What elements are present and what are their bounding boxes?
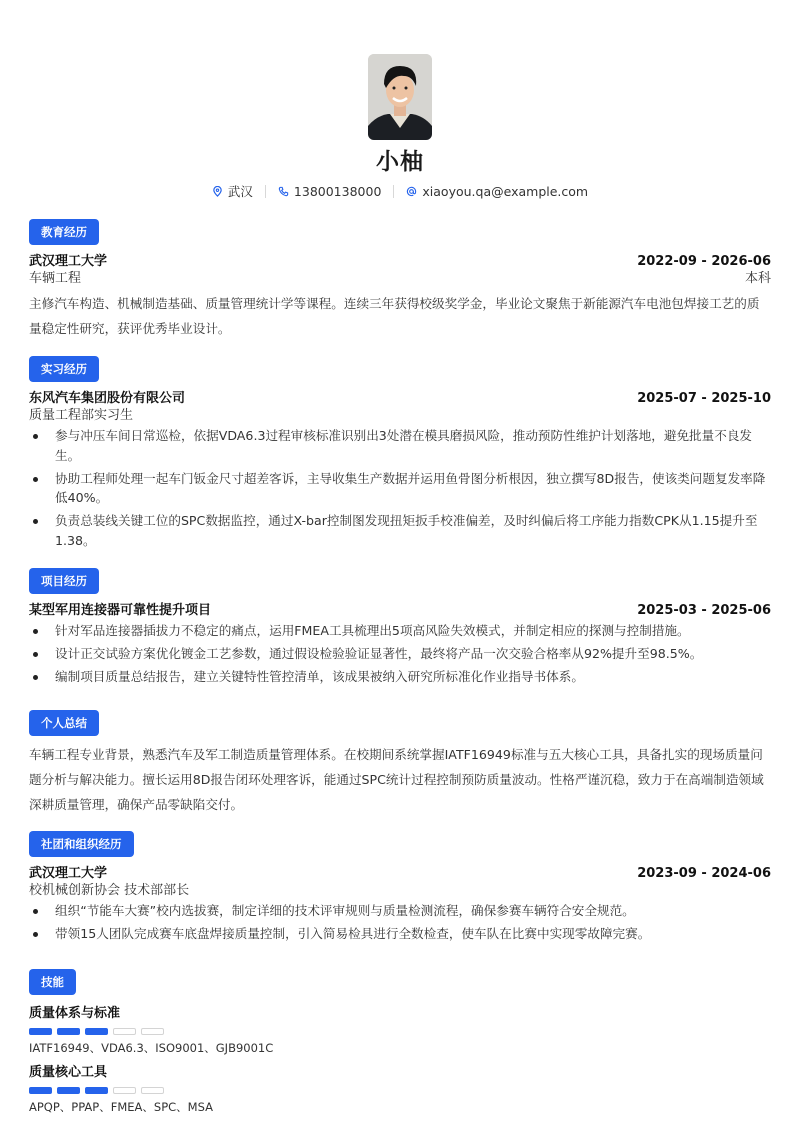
contact-location <box>212 182 253 200</box>
degree: 本科 <box>744 271 771 286</box>
phone-icon <box>278 186 289 197</box>
resume-header <box>29 0 771 200</box>
skill-level-bar <box>29 1028 771 1035</box>
club-org: 武汉理工大学 <box>29 866 108 881</box>
internship-bullets <box>29 426 771 550</box>
level-empty <box>113 1087 136 1094</box>
skill-item <box>29 1064 771 1115</box>
section-tag-clubs: 社团和组织经历 <box>29 831 134 857</box>
level-empty <box>141 1028 164 1035</box>
skill-title: 质量体系与标准 <box>29 1006 121 1021</box>
email-text[interactable]: xiaoyou.qa@example.com <box>422 183 589 199</box>
section-tag-summary: 个人总结 <box>29 710 99 736</box>
project-bullets <box>29 621 771 687</box>
divider <box>393 185 394 198</box>
skill-desc: APQP、PPAP、FMEA、SPC、MSA <box>29 1100 213 1114</box>
level-filled <box>29 1087 52 1094</box>
club-date: 2023-09 - 2024-06 <box>637 866 771 881</box>
education-date: 2022-09 - 2026-06 <box>637 254 771 269</box>
avatar <box>368 54 432 140</box>
internship-date: 2025-07 - 2025-10 <box>637 391 771 406</box>
section-internship <box>29 356 771 554</box>
skill-title: 质量核心工具 <box>29 1065 108 1080</box>
summary-text: 车辆工程专业背景，熟悉汽车及军工制造质量管理体系。在校期间系统掌握IATF16949标准与五大核心工具，具备扎实的现场质量问题分析与解决能力。擅长运用8D报告闭环处理客诉，能通过SPC统计过程控制预防质量波动。性格严谨沉稳，致力于在高端制造领域深耕质量管理，确保产品零缺陷交付。 <box>29 747 764 812</box>
section-project <box>29 568 771 690</box>
internship-role: 质量工程部实习生 <box>29 408 134 423</box>
contact-phone <box>278 184 381 199</box>
education-header-row <box>29 253 771 270</box>
company-name: 东风汽车集团股份有限公司 <box>29 391 186 406</box>
level-empty <box>141 1087 164 1094</box>
divider <box>265 185 266 198</box>
map-pin-icon <box>212 186 223 197</box>
section-tag-internship: 实习经历 <box>29 356 99 382</box>
list-item: 针对军品连接器插拔力不稳定的痛点，运用FMEA工具梳理出5项高风险失效模式，并制定相应的探测与控制措施。 <box>29 621 771 641</box>
level-filled <box>29 1028 52 1035</box>
list-item: 参与冲压车间日常巡检，依据VDA6.3过程审核标准识别出3处潜在模具磨损风险，推动预防性维护计划落地，避免批量不良发生。 <box>29 426 771 465</box>
section-tag-education: 教育经历 <box>29 219 99 245</box>
level-empty <box>113 1028 136 1035</box>
list-item: 带领15人团队完成赛车底盘焊接质量控制，引入简易检具进行全数检查，使车队在比赛中实现零故障完赛。 <box>29 924 771 944</box>
education-sub-row <box>29 270 771 287</box>
skill-item <box>29 1005 771 1056</box>
candidate-name: 小柚 <box>376 149 424 175</box>
list-item: 设计正交试验方案优化镀金工艺参数，通过假设检验验证显著性，最终将产品一次交验合格率从92%提升至98.5%。 <box>29 644 771 664</box>
list-item: 编制项目质量总结报告，建立关键特性管控清单，该成果被纳入研究所标准化作业指导书体系。 <box>29 667 771 687</box>
level-filled <box>85 1028 108 1035</box>
section-clubs <box>29 831 771 947</box>
profile-photo-icon <box>368 54 432 140</box>
contact-email[interactable] <box>406 184 588 199</box>
school-name: 武汉理工大学 <box>29 254 108 269</box>
location-text: 武汉 <box>227 184 253 199</box>
section-summary <box>29 710 771 817</box>
project-name: 某型军用连接器可靠性提升项目 <box>29 603 212 618</box>
club-bullets <box>29 901 771 944</box>
section-tag-skills: 技能 <box>29 969 76 995</box>
skill-level-bar <box>29 1087 771 1094</box>
section-education <box>29 219 771 341</box>
list-item: 协助工程师处理一起车门钣金尺寸超差客诉，主导收集生产数据并运用鱼骨图分析根因，独立撰写8D报告，使该类问题复发率降低40%。 <box>29 469 771 508</box>
major: 车辆工程 <box>29 271 82 286</box>
level-filled <box>57 1087 80 1094</box>
level-filled <box>57 1028 80 1035</box>
skill-desc: IATF16949、VDA6.3、ISO9001、GJB9001C <box>29 1041 274 1055</box>
project-header-row <box>29 602 771 619</box>
phone-text: 13800138000 <box>293 183 382 199</box>
clubs-header-row <box>29 865 771 882</box>
contact-info <box>29 182 771 200</box>
section-skills <box>29 969 771 1115</box>
list-item: 负责总装线关键工位的SPC数据监控，通过X-bar控制图发现扭矩扳手校准偏差，及时纠偏后将工序能力指数CPK从1.15提升至1.38。 <box>29 511 771 550</box>
section-tag-project: 项目经历 <box>29 568 99 594</box>
at-sign-icon <box>406 186 417 197</box>
list-item: 组织“节能车大赛”校内选拔赛，制定详细的技术评审规则与质量检测流程，确保参赛车辆符合安全规范。 <box>29 901 771 921</box>
level-filled <box>85 1087 108 1094</box>
education-description: 主修汽车构造、机械制造基础、质量管理统计学等课程。连续三年获得校级奖学金，毕业论文聚焦于新能源汽车电池包焊接工艺的质量稳定性研究，获评优秀毕业设计。 <box>29 296 760 336</box>
club-role: 校机械创新协会 技术部部长 <box>29 883 190 898</box>
internship-header-row <box>29 390 771 407</box>
project-date: 2025-03 - 2025-06 <box>637 603 771 618</box>
